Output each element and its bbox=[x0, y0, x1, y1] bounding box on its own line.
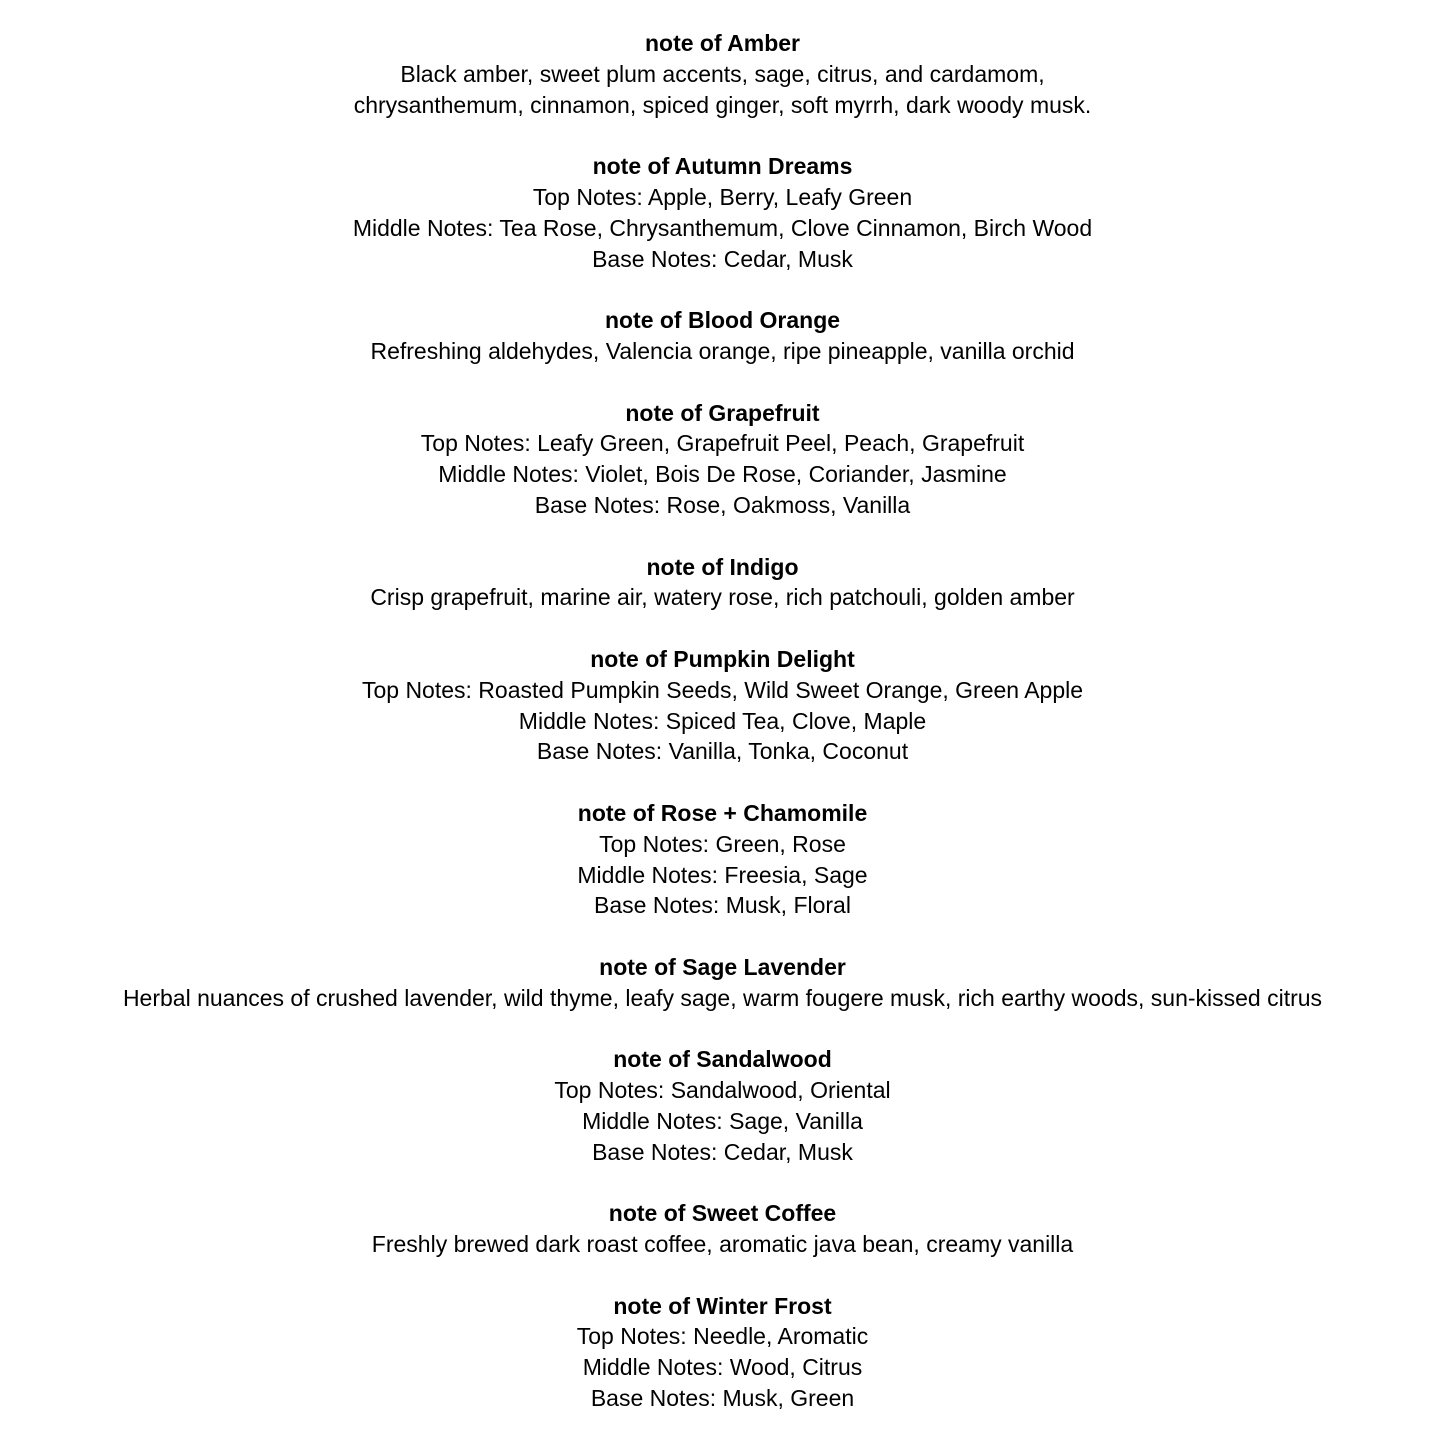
note-title: note of Pumpkin Delight bbox=[590, 645, 855, 672]
note-line: Top Notes: Needle, Aromatic bbox=[576, 1323, 869, 1350]
fragrance-note-section bbox=[0, 305, 1445, 367]
fragrance-note-section bbox=[0, 1198, 1445, 1260]
note-line: Top Notes: Roasted Pumpkin Seeds, Wild Sweet Orange, Green Apple bbox=[361, 676, 1084, 703]
fragrance-note-section bbox=[0, 398, 1445, 521]
note-line: Middle Notes: Violet, Bois De Rose, Coriander, Jasmine bbox=[438, 461, 1007, 488]
note-line: Top Notes: Leafy Green, Grapefruit Peel, Peach, Grapefruit bbox=[420, 430, 1025, 457]
note-line: Base Notes: Rose, Oakmoss, Vanilla bbox=[534, 491, 911, 518]
note-title: note of Sweet Coffee bbox=[608, 1200, 837, 1227]
fragrance-note-section bbox=[0, 952, 1445, 1014]
note-line: Middle Notes: Freesia, Sage bbox=[577, 861, 868, 888]
note-line: Middle Notes: Spiced Tea, Clove, Maple bbox=[518, 707, 927, 734]
note-title: note of Indigo bbox=[646, 553, 799, 580]
note-line: Top Notes: Sandalwood, Oriental bbox=[554, 1077, 891, 1104]
fragrance-note-section bbox=[0, 644, 1445, 767]
fragrance-note-section bbox=[0, 1044, 1445, 1167]
note-line: Middle Notes: Tea Rose, Chrysanthemum, Clove Cinnamon, Birch Wood bbox=[352, 214, 1093, 241]
fragrance-note-section bbox=[0, 1291, 1445, 1414]
note-line: Base Notes: Cedar, Musk bbox=[592, 1138, 853, 1165]
fragrance-note-section bbox=[0, 28, 1445, 120]
note-line: Top Notes: Green, Rose bbox=[599, 830, 846, 857]
note-line: Refreshing aldehydes, Valencia orange, ripe pineapple, vanilla orchid bbox=[370, 337, 1075, 364]
fragrance-note-section bbox=[0, 552, 1445, 614]
fragrance-note-section bbox=[0, 151, 1445, 274]
note-line: Middle Notes: Wood, Citrus bbox=[582, 1354, 863, 1381]
fragrance-note-section bbox=[0, 798, 1445, 921]
note-title: note of Amber bbox=[644, 30, 801, 56]
note-line: Base Notes: Musk, Floral bbox=[594, 892, 851, 919]
note-title: note of Grapefruit bbox=[625, 399, 820, 426]
note-line: Crisp grapefruit, marine air, watery rose, rich patchouli, golden amber bbox=[370, 584, 1075, 611]
note-title: note of Sandalwood bbox=[613, 1046, 832, 1073]
note-title: note of Winter Frost bbox=[613, 1292, 832, 1319]
note-line: Herbal nuances of crushed lavender, wild thyme, leafy sage, warm fougere musk, rich earthy woods, sun-kissed citrus bbox=[122, 984, 1323, 1011]
note-line: Base Notes: Vanilla, Tonka, Coconut bbox=[536, 738, 909, 765]
note-title: note of Sage Lavender bbox=[599, 953, 846, 980]
note-line: Freshly brewed dark roast coffee, aromatic java bean, creamy vanilla bbox=[371, 1231, 1074, 1258]
note-line: Black amber, sweet plum accents, sage, citrus, and cardamom, bbox=[400, 60, 1045, 87]
note-title: note of Autumn Dreams bbox=[592, 153, 853, 180]
note-line: Top Notes: Apple, Berry, Leafy Green bbox=[532, 183, 913, 210]
note-line: Base Notes: Musk, Green bbox=[590, 1385, 855, 1412]
note-line: Base Notes: Cedar, Musk bbox=[592, 245, 853, 272]
note-line: chrysanthemum, cinnamon, spiced ginger, soft myrrh, dark woody musk. bbox=[353, 91, 1092, 118]
note-title: note of Blood Orange bbox=[604, 307, 841, 334]
note-line: Middle Notes: Sage, Vanilla bbox=[582, 1107, 863, 1134]
note-title: note of Rose + Chamomile bbox=[577, 799, 868, 826]
